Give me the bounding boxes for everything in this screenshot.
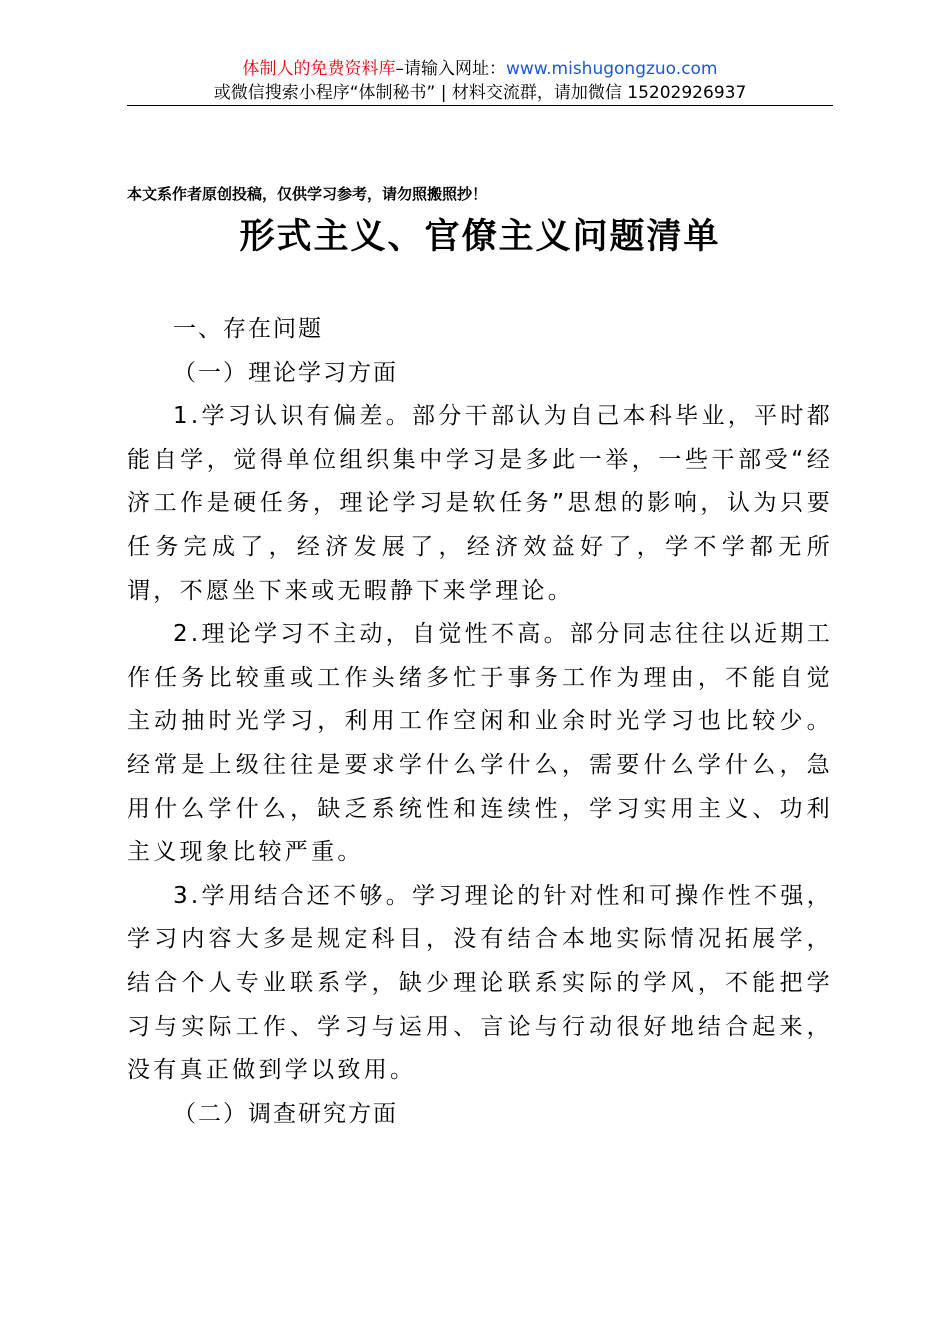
- site-name: 体制人的免费资料库: [242, 59, 396, 79]
- header-line-2: 或微信搜索小程序“体制秘书” | 材料交流群，请加微信 15202926937: [213, 83, 747, 103]
- section-heading: 一、存在问题: [173, 316, 323, 342]
- url-prompt: –请输入网址：: [395, 59, 506, 79]
- header-line-1: [127, 57, 833, 81]
- header-divider: [127, 105, 833, 106]
- subsection-heading-1: （一）理论学习方面: [173, 359, 398, 386]
- document-title: 形式主义、官僚主义问题清单: [239, 216, 721, 257]
- paragraph-3: 3.学用结合还不够。学习理论的针对性和可操作性不强，学习内容大多是规定科目，没有结合本地实际情况拓展学，结合个人专业联系学，缺少理论联系实际的学风，不能把学习与实际工作、学习与运用、言论与行动很好地结合起来，没有真正做到学以致用。: [127, 882, 833, 1084]
- page-header: [127, 57, 833, 104]
- subsection-heading-2: （二）调查研究方面: [173, 1100, 398, 1127]
- document-body: [127, 308, 833, 1136]
- paragraph-1: 1.学习认识有偏差。部分干部认为自己本科毕业，平时都能自学，觉得单位组织集中学习是多此一举，一些干部受“经济工作是硬任务，理论学习是软任务”思想的影响，认为只要任务完成了，经济发展了，经济效益好了，学不学都无所谓，不愿坐下来或无暇静下来学理论。: [127, 403, 833, 604]
- paragraph-2: 2.理论学习不主动，自觉性不高。部分同志往往以近期工作任务比较重或工作头绪多忙于事务工作为理由，不能自觉主动抽时光学习，利用工作空闲和业余时光学习也比较少。经常是上级往往是要求学什么学什么，需要什么学什么，急用什么学什么，缺乏系统性和连续性，学习实用主义、功利主义现象比较严重。: [127, 621, 833, 866]
- site-url[interactable]: www.mishugongzuo.com: [505, 59, 718, 79]
- copyright-notice: 本文系作者原创投稿，仅供学习参考，请勿照搬照抄！: [127, 185, 488, 203]
